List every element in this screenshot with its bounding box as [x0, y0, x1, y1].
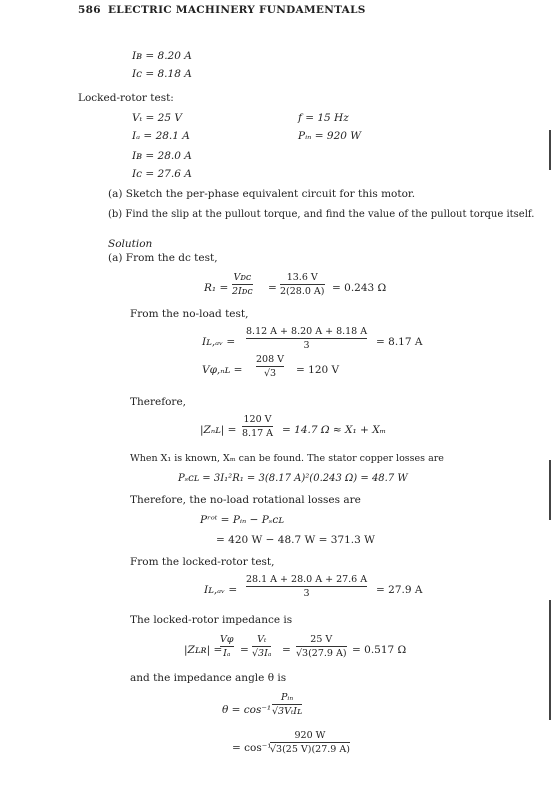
zlr-equals-1: = [240, 644, 249, 656]
vphi-lhs: Vφ,ₙʟ = [202, 364, 243, 376]
question-a: (a) Sketch the per-phase equivalent circuit for this motor. [108, 188, 416, 200]
solution-a: (a) From the dc test, [108, 252, 218, 264]
vphi-fraction: 208 V √3 [256, 354, 285, 379]
ilr-lhs: Iʟ,ₐᵥ = [204, 584, 238, 596]
pin-locked: Pᵢₙ = 920 W [298, 130, 362, 142]
question-b: (b) Find the slip at the pullout torque, and find the value of the pullout torque itself. [108, 209, 535, 220]
zlr-fraction-2: Vₜ √3Iₐ [252, 634, 272, 659]
r1-result: = 0.243 Ω [332, 282, 387, 294]
locked-rotor-heading: Locked-rotor test: [78, 92, 174, 104]
r1-lhs: R₁ = [204, 282, 229, 294]
page-number: 586 [78, 4, 101, 16]
locked-impedance-intro: The locked-rotor impedance is [130, 614, 293, 626]
ilr-result: = 27.9 A [376, 584, 423, 596]
theta-lhs: θ = cos⁻¹ [222, 704, 272, 716]
zlr-lhs: |Zʟʀ| = [184, 644, 223, 656]
zlr-result: = 0.517 Ω [352, 644, 407, 656]
scan-edge-mark-2 [549, 460, 551, 520]
theta-fraction: Pᵢₙ √3VₜIʟ [272, 692, 303, 717]
vphi-result: = 120 V [296, 364, 340, 376]
znl-lhs: |Zₙʟ| = [200, 424, 237, 436]
r1-fraction-1: Vᴅᴄ 2Iᴅᴄ [232, 272, 253, 297]
scan-edge-mark-1 [549, 130, 551, 170]
il-result: = 8.17 A [376, 336, 423, 348]
znl-fraction: 120 V 8.17 A [242, 414, 274, 439]
il-lhs: Iʟ,ₐᵥ = [202, 336, 236, 348]
ic-locked: Iᴄ = 27.6 A [132, 168, 192, 180]
vt-locked: Vₜ = 25 V [132, 112, 182, 124]
znl-result: = 14.7 Ω ≈ X₁ + Xₘ [282, 424, 387, 436]
ib-locked: Iʙ = 28.0 A [132, 150, 192, 162]
ilr-fraction: 28.1 A + 28.0 A + 27.6 A 3 [246, 574, 368, 599]
therefore-2: Therefore, the no-load rotational losses are [130, 494, 361, 506]
prot-line-1: Pʳᵒᵗ = Pᵢₙ − Pₛᴄʟ [200, 514, 284, 526]
zlr-equals-2: = [282, 644, 291, 656]
locked-intro: From the locked-rotor test, [130, 556, 275, 568]
ic-no-load: Iᴄ = 8.18 A [132, 68, 192, 80]
no-load-intro: From the no-load test, [130, 308, 249, 320]
r1-equals: = [268, 282, 277, 294]
theta-fraction-2: 920 W √3(25 V)(27.9 A) [270, 730, 350, 755]
solution-heading: Solution [108, 238, 153, 250]
ib-no-load: Iʙ = 8.20 A [132, 50, 192, 62]
therefore-1: Therefore, [130, 396, 186, 408]
zlr-fraction-3: 25 V √3(27.9 A) [296, 634, 347, 659]
f-locked: f = 15 Hz [298, 112, 349, 124]
theta-line-2-lhs: = cos⁻¹ [232, 742, 272, 754]
when-text: When X₁ is known, Xₘ can be found. The stator copper losses are [130, 453, 444, 464]
prot-line-2: = 420 W − 48.7 W = 371.3 W [216, 534, 375, 546]
running-title: ELECTRIC MACHINERY FUNDAMENTALS [108, 4, 366, 16]
pscl-equation: Pₛᴄʟ = 3I₁²R₁ = 3(8.17 A)²(0.243 Ω) = 48.7 W [178, 473, 408, 484]
r1-fraction-2: 13.6 V 2(28.0 A) [280, 272, 325, 297]
ia-locked: Iₐ = 28.1 A [132, 130, 190, 142]
il-fraction: 8.12 A + 8.20 A + 8.18 A 3 [246, 326, 368, 351]
zlr-fraction-1: Vφ Iₐ [220, 634, 234, 659]
angle-intro: and the impedance angle θ is [130, 672, 287, 684]
scan-edge-mark-3 [549, 600, 551, 720]
